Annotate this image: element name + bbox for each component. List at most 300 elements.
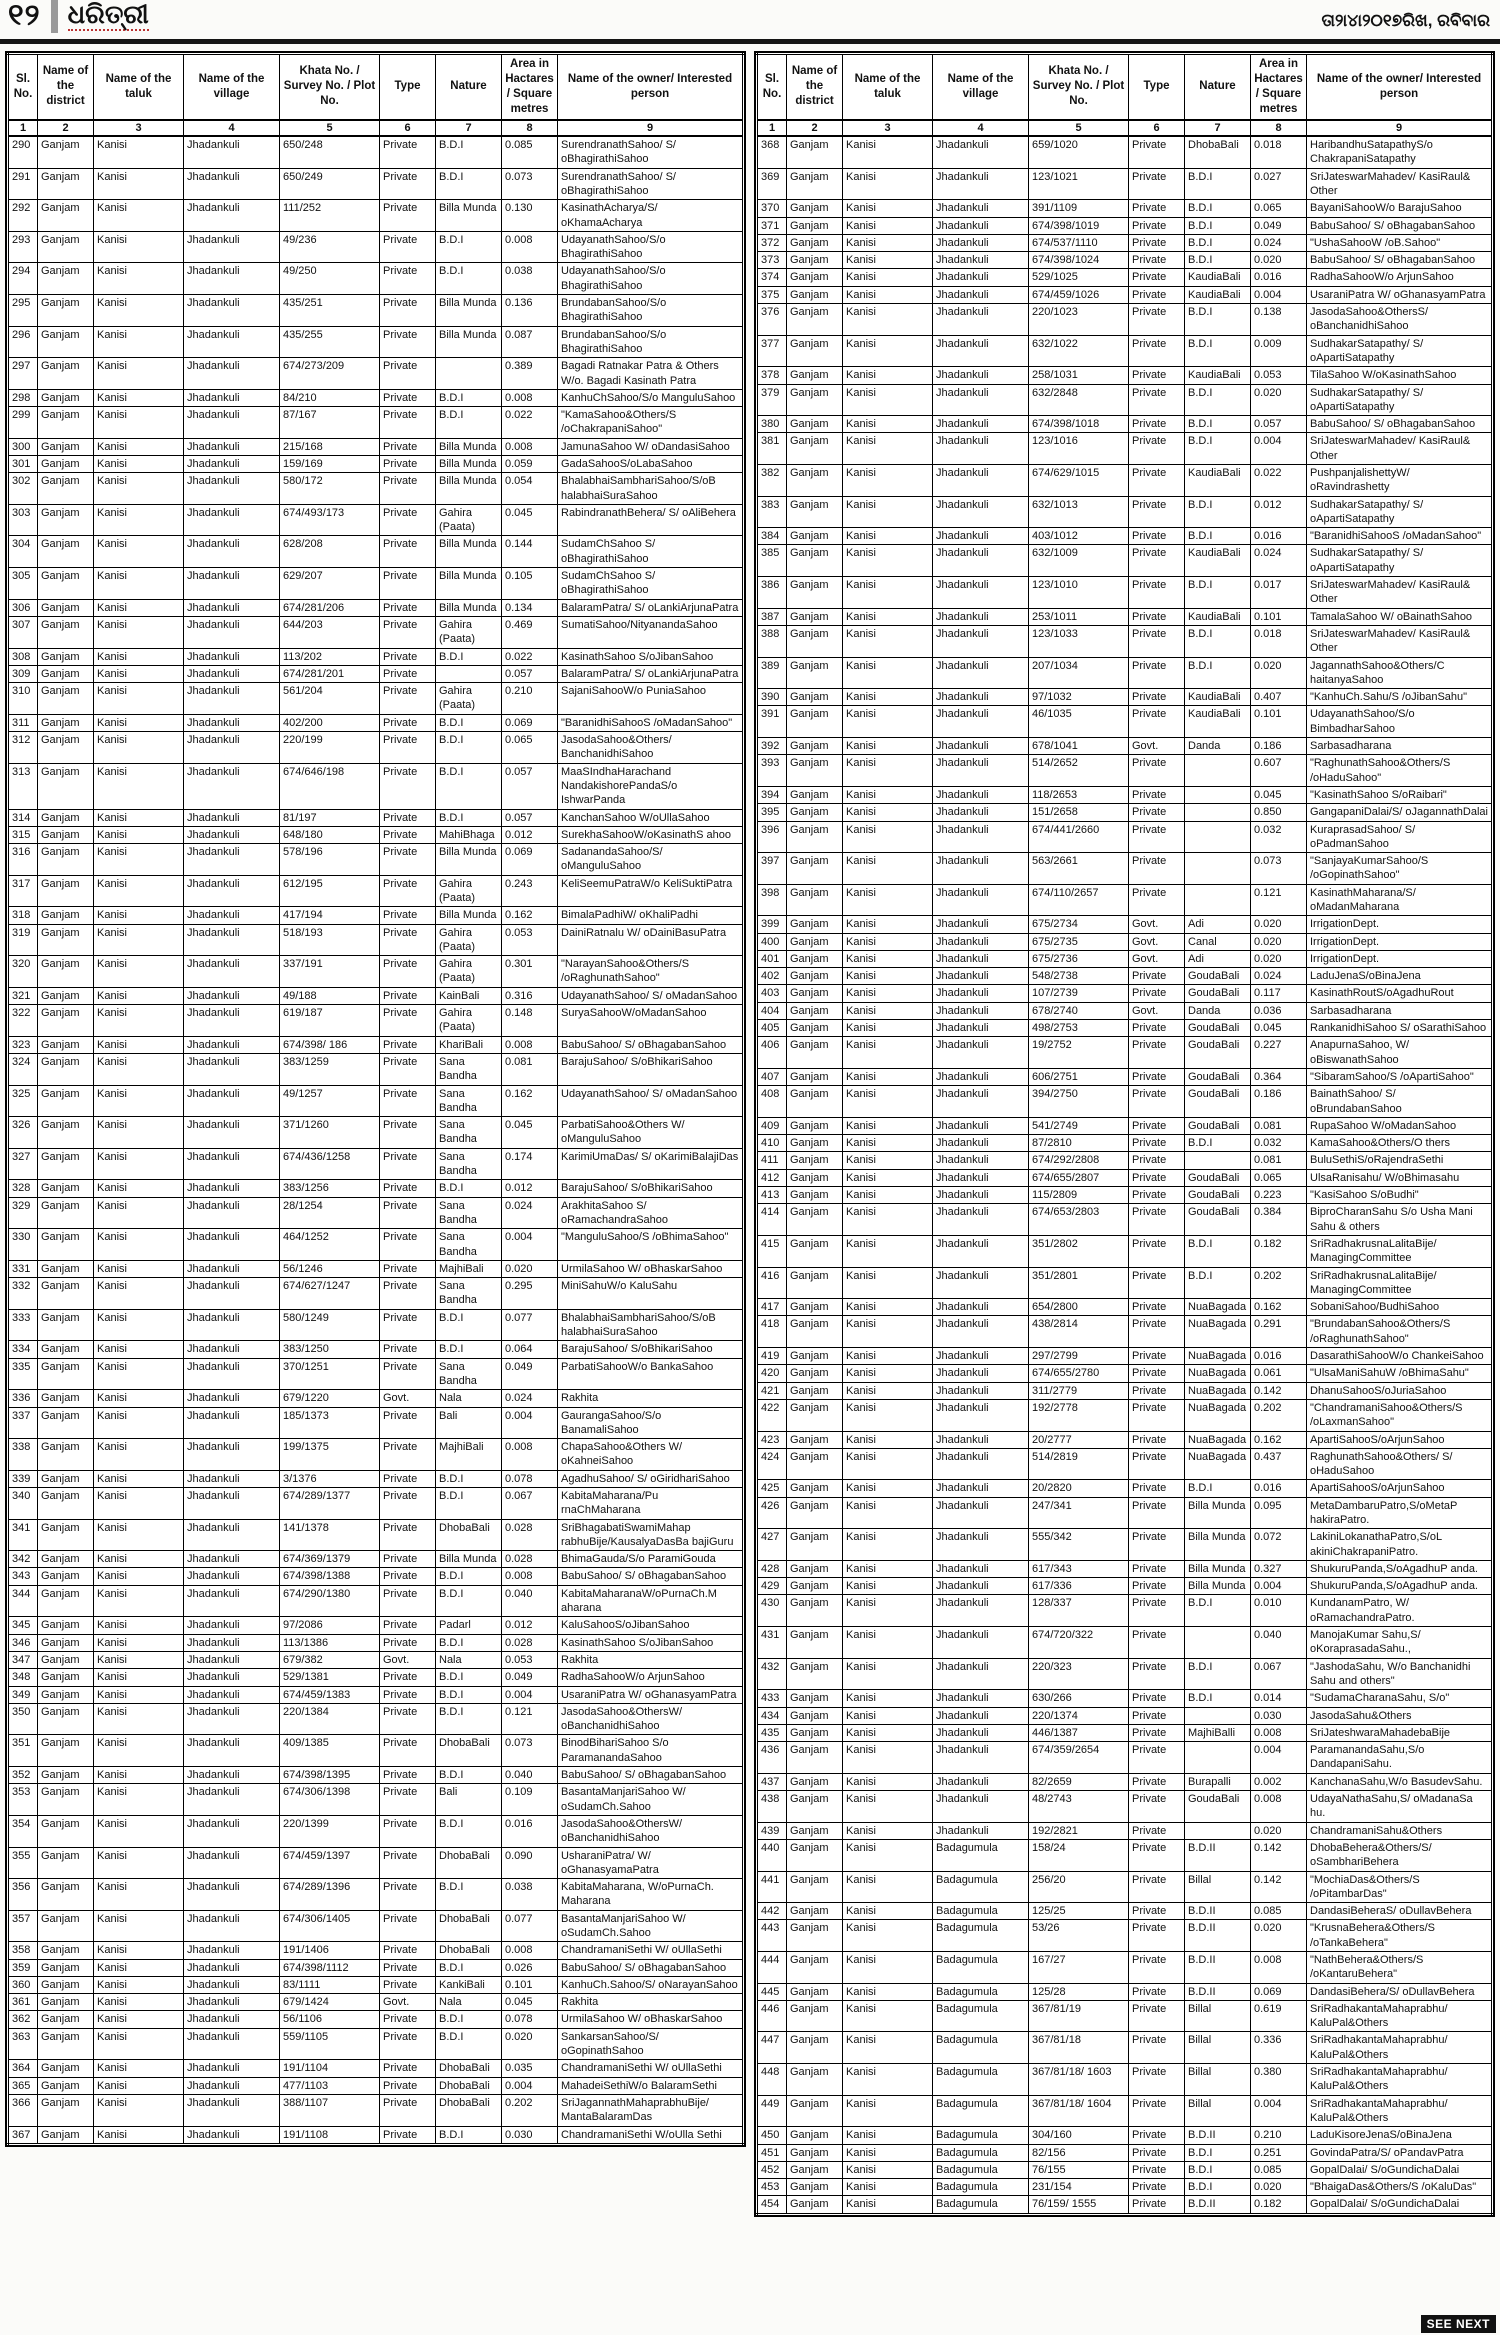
table-cell: Jhadankuli — [184, 1180, 280, 1197]
table-cell: Ganjam — [787, 968, 843, 985]
table-row — [8, 1735, 744, 1767]
table-cell: Sana Bandha — [436, 1053, 502, 1085]
table-cell: Sarbasadharana — [1307, 738, 1493, 755]
column-number: 3 — [94, 120, 184, 136]
table-cell: ChandramaniSethi W/oUlla Sethi — [558, 2126, 744, 2144]
table-row — [757, 1169, 1493, 1186]
table-cell: Kanisi — [843, 1627, 933, 1659]
table-cell: Ganjam — [787, 933, 843, 950]
table-row — [757, 1578, 1493, 1595]
table-cell: Billa Munda — [436, 536, 502, 568]
table-cell: 0.301 — [502, 956, 558, 988]
table-cell: 0.030 — [502, 2126, 558, 2144]
table-row — [8, 1390, 744, 1407]
table-cell: 674/290/1380 — [280, 1585, 380, 1617]
table-row — [757, 1839, 1493, 1871]
table-body — [8, 136, 744, 2144]
table-cell: Jhadankuli — [184, 295, 280, 327]
table-cell: Billa Munda — [436, 473, 502, 505]
table-cell: 0.008 — [502, 389, 558, 406]
table-cell: Kanisi — [843, 217, 933, 234]
table-cell: Nala — [436, 1390, 502, 1407]
table-cell: Kanisi — [843, 2161, 933, 2178]
table-cell: B.D.I — [1185, 433, 1251, 465]
table-row — [757, 2161, 1493, 2178]
table-cell: Kanisi — [94, 504, 184, 536]
table-row — [8, 1703, 744, 1735]
table-cell: 0.035 — [502, 2060, 558, 2077]
table-cell: 674/369/1379 — [280, 1551, 380, 1568]
table-cell: 0.016 — [502, 1815, 558, 1847]
table-cell: Ganjam — [38, 665, 94, 682]
table-row — [757, 608, 1493, 625]
table-cell: Private — [380, 326, 436, 358]
table-cell: 674/646/198 — [280, 763, 380, 809]
table-cell: Private — [380, 1767, 436, 1784]
table-cell: Kanisi — [94, 1117, 184, 1149]
table-cell: 427 — [757, 1529, 787, 1561]
table-row — [8, 1815, 744, 1847]
table-cell: Kanisi — [843, 304, 933, 336]
table-cell: Ganjam — [38, 1942, 94, 1959]
table-row — [757, 1086, 1493, 1118]
table-cell: Ganjam — [787, 200, 843, 217]
table-cell: Jhadankuli — [933, 1086, 1029, 1118]
table-cell: B.D.I — [1185, 577, 1251, 609]
table-cell: B.D.I — [436, 732, 502, 764]
table-cell: Ganjam — [38, 1341, 94, 1358]
table-cell: 628/208 — [280, 536, 380, 568]
table-cell: 648/180 — [280, 826, 380, 843]
table-cell: 0.017 — [1251, 577, 1307, 609]
table-row — [757, 1871, 1493, 1903]
table-cell: Ganjam — [787, 1707, 843, 1724]
table-cell: Private — [380, 1551, 436, 1568]
table-cell: GoudaBali — [1185, 1086, 1251, 1118]
table-cell: Private — [380, 1036, 436, 1053]
table-cell: 0.008 — [502, 1942, 558, 1959]
table-cell: Kanisi — [843, 2144, 933, 2161]
table-row — [757, 884, 1493, 916]
table-cell: 0.142 — [1251, 1871, 1307, 1903]
table-cell: Ganjam — [787, 433, 843, 465]
table-cell: 312 — [8, 732, 38, 764]
table-cell: Private — [1129, 1595, 1185, 1627]
table-cell: 256/20 — [1029, 1871, 1129, 1903]
table-cell: Private — [380, 358, 436, 390]
table-cell: KeliSeemuPatraW/o KeliSuktiPatra — [558, 875, 744, 907]
table-cell: Kanisi — [843, 950, 933, 967]
table-cell: 674/398/1388 — [280, 1568, 380, 1585]
table-cell: 0.078 — [502, 1470, 558, 1487]
table-cell: "BhaigaDas&Others/S /oKaluDas" — [1307, 2179, 1493, 2196]
table-cell: 0.020 — [1251, 657, 1307, 689]
table-cell: Jhadankuli — [933, 304, 1029, 336]
table-cell: 0.032 — [1251, 1135, 1307, 1152]
table-cell: 297 — [8, 358, 38, 390]
table-cell: Private — [380, 1879, 436, 1911]
table-cell: 416 — [757, 1267, 787, 1299]
table-cell: 430 — [757, 1595, 787, 1627]
table-cell: 438 — [757, 1791, 787, 1823]
column-number: 5 — [280, 120, 380, 136]
table-cell: 0.069 — [1251, 1983, 1307, 2000]
table-cell: Ganjam — [38, 536, 94, 568]
table-row — [8, 1148, 744, 1180]
table-row — [8, 826, 744, 843]
table-cell: Jhadankuli — [184, 1669, 280, 1686]
table-row — [8, 875, 744, 907]
table-cell: BabuSahoo/ S/ oBhagabanSahoo — [1307, 217, 1493, 234]
table-cell: GoudaBali — [1185, 1187, 1251, 1204]
table-cell: UsharaniPatra/ W/ oGhanasyamaPatra — [558, 1847, 744, 1879]
table-cell: Ganjam — [38, 732, 94, 764]
table-cell: Kanisi — [94, 956, 184, 988]
table-cell: Jhadankuli — [933, 985, 1029, 1002]
table-cell: IrrigationDept. — [1307, 950, 1493, 967]
table-cell: 0.101 — [1251, 706, 1307, 738]
table-cell: Ganjam — [787, 1135, 843, 1152]
table-cell: Ganjam — [38, 504, 94, 536]
table-cell: Govt. — [380, 1390, 436, 1407]
table-cell: 341 — [8, 1519, 38, 1551]
table-cell: Jhadankuli — [184, 504, 280, 536]
table-cell: TamalaSahoo W/ oBainathSahoo — [1307, 608, 1493, 625]
table-cell: 295 — [8, 295, 38, 327]
table-cell: 0.243 — [502, 875, 558, 907]
table-cell: Private — [380, 1309, 436, 1341]
table-cell: Jhadankuli — [184, 2126, 280, 2144]
table-cell: 84/210 — [280, 389, 380, 406]
table-cell: ShukuruPanda,S/oAgadhuP anda. — [1307, 1560, 1493, 1577]
table-cell: 0.109 — [502, 1784, 558, 1816]
table-cell: 308 — [8, 648, 38, 665]
table-row — [757, 786, 1493, 803]
table-cell: Ganjam — [787, 1020, 843, 1037]
table-cell: 0.028 — [502, 1551, 558, 1568]
table-cell: ManojaKumar Sahu,S/ oKoraprasadaSahu., — [1307, 1627, 1493, 1659]
table-cell: Private — [380, 2094, 436, 2126]
table-cell: Private — [380, 1847, 436, 1879]
table-row — [8, 2011, 744, 2028]
table-cell: 332 — [8, 1278, 38, 1310]
table-cell: 372 — [757, 234, 787, 251]
table-cell: 374 — [757, 269, 787, 286]
table-cell: Ganjam — [38, 616, 94, 648]
table-cell: Sana Bandha — [436, 1229, 502, 1261]
table-cell: Ganjam — [787, 1152, 843, 1169]
table-cell: TilaSahoo W/oKasinathSahoo — [1307, 367, 1493, 384]
column-header: Name of the taluk — [94, 54, 184, 120]
table-cell: B.D.II — [1185, 2127, 1251, 2144]
table-cell: 413 — [757, 1187, 787, 1204]
table-row — [757, 738, 1493, 755]
table-cell: GovindaPatra/S/ oPandavPatra — [1307, 2144, 1493, 2161]
table-cell: DandasiBeheraS/ oDullavBehera — [1307, 1903, 1493, 1920]
table-cell: Adi — [1185, 950, 1251, 967]
table-cell: 81/197 — [280, 809, 380, 826]
table-cell: GoudaBali — [1185, 1791, 1251, 1823]
table-cell: Jhadankuli — [184, 956, 280, 988]
table-cell: Jhadankuli — [184, 2060, 280, 2077]
table-cell: ParbatiSahoo&Others W/ oManguluSahoo — [558, 1117, 744, 1149]
table-cell: Kanisi — [94, 1358, 184, 1390]
table-cell: 0.384 — [1251, 1204, 1307, 1236]
table-cell: Ganjam — [38, 1910, 94, 1942]
table-cell: 443 — [757, 1920, 787, 1952]
table-cell: 383/1256 — [280, 1180, 380, 1197]
table-cell: 46/1035 — [1029, 706, 1129, 738]
table-cell: "KasiSahoo S/oBudhi" — [1307, 1187, 1493, 1204]
table-cell: Kanisi — [843, 1983, 933, 2000]
table-cell: "KanhuCh.Sahu/S /oJibanSahu" — [1307, 689, 1493, 706]
table-cell: Ganjam — [787, 1002, 843, 1019]
table-cell: Private — [380, 295, 436, 327]
table-cell: NuaBagada — [1185, 1399, 1251, 1431]
table-row — [757, 1448, 1493, 1480]
table-cell: Ganjam — [38, 1390, 94, 1407]
table-cell: 529/1025 — [1029, 269, 1129, 286]
table-cell — [1185, 1152, 1251, 1169]
table-row — [757, 1791, 1493, 1823]
table-cell: 0.210 — [1251, 2127, 1307, 2144]
table-row — [757, 1187, 1493, 1204]
table-cell: Jhadankuli — [933, 1235, 1029, 1267]
table-cell: Jhadankuli — [933, 545, 1029, 577]
table-row — [8, 714, 744, 731]
table-row — [8, 924, 744, 956]
table-cell: Kanisi — [94, 1703, 184, 1735]
table-row — [757, 234, 1493, 251]
table-cell: Jhadankuli — [184, 1686, 280, 1703]
table-cell: Ganjam — [787, 1903, 843, 1920]
table-cell: Kanisi — [94, 616, 184, 648]
table-row — [8, 1617, 744, 1634]
table-cell: Jhadankuli — [933, 657, 1029, 689]
table-cell: Ganjam — [787, 1791, 843, 1823]
table-cell: 56/1246 — [280, 1260, 380, 1277]
column-header: Name of the district — [787, 54, 843, 120]
table-cell: Private — [380, 1959, 436, 1976]
table-cell: B.D.I — [436, 1703, 502, 1735]
table-cell: Private — [380, 2028, 436, 2060]
table-cell: 317 — [8, 875, 38, 907]
table-cell: Ganjam — [38, 809, 94, 826]
table-cell: 323 — [8, 1036, 38, 1053]
table-cell: 347 — [8, 1651, 38, 1668]
table-cell: 0.142 — [1251, 1839, 1307, 1871]
table-cell: Jhadankuli — [933, 1068, 1029, 1085]
table-cell: Ganjam — [38, 473, 94, 505]
table-cell: Ganjam — [787, 1235, 843, 1267]
table-cell: 674/273/209 — [280, 358, 380, 390]
table-cell: B.D.I — [1185, 1135, 1251, 1152]
table-cell: SudhakarSatapathy/ S/ oApartiSatapathy — [1307, 545, 1493, 577]
table-cell: UdayaNathaSahu,S/ oMadanaSa hu. — [1307, 1791, 1493, 1823]
page-number: ୧୨ — [8, 0, 41, 32]
table-cell: 452 — [757, 2161, 787, 2178]
table-cell: "NathBehera&Others/S /oKantaruBehera" — [1307, 1952, 1493, 1984]
table-cell: 0.032 — [1251, 821, 1307, 853]
table-cell: 0.073 — [502, 168, 558, 200]
table-cell: Ganjam — [38, 1085, 94, 1117]
table-cell: BabuSahoo/ S/ oBhagabanSahoo — [558, 1036, 744, 1053]
table-cell: Jhadankuli — [933, 1690, 1029, 1707]
table-cell: Kanisi — [94, 1551, 184, 1568]
table-cell: Jhadankuli — [184, 200, 280, 232]
table-cell: 337/191 — [280, 956, 380, 988]
table-row — [757, 2196, 1493, 2214]
table-cell: NuaBagada — [1185, 1348, 1251, 1365]
table-cell: 432 — [757, 1658, 787, 1690]
table-cell: Private — [380, 665, 436, 682]
table-cell: Jhadankuli — [184, 599, 280, 616]
table-cell: KainBali — [436, 987, 502, 1004]
table-cell: KaudiaBali — [1185, 689, 1251, 706]
table-cell: Private — [380, 1519, 436, 1551]
table-cell: JagannathSahoo&Others/C haitanyaSahoo — [1307, 657, 1493, 689]
table-cell — [1185, 804, 1251, 821]
table-cell: 0.008 — [1251, 1724, 1307, 1741]
table-cell: 434 — [757, 1707, 787, 1724]
table-cell: Jhadankuli — [184, 1197, 280, 1229]
table-row — [757, 1037, 1493, 1069]
table-cell: Kanisi — [843, 1560, 933, 1577]
table-cell: 453 — [757, 2179, 787, 2196]
table-cell: Private — [380, 599, 436, 616]
table-cell: Ganjam — [787, 786, 843, 803]
table-row — [757, 200, 1493, 217]
table-cell: 0.619 — [1251, 2000, 1307, 2032]
table-cell: DhobaBali — [436, 2094, 502, 2126]
table-cell: 354 — [8, 1815, 38, 1847]
table-row — [8, 1407, 744, 1439]
table-row — [757, 252, 1493, 269]
table-cell: 0.008 — [502, 231, 558, 263]
table-cell: Billa Munda — [436, 326, 502, 358]
table-cell: 0.020 — [1251, 1822, 1307, 1839]
table-row — [757, 1822, 1493, 1839]
table-row — [8, 438, 744, 455]
table-row — [757, 335, 1493, 367]
table-cell: 0.073 — [502, 1735, 558, 1767]
table-cell: Private — [1129, 2095, 1185, 2127]
table-cell: Jhadankuli — [184, 987, 280, 1004]
table-cell: 0.030 — [1251, 1707, 1307, 1724]
table-cell: Private — [1129, 545, 1185, 577]
table-cell: 0.065 — [1251, 200, 1307, 217]
table-cell: Badagumula — [933, 1839, 1029, 1871]
table-cell: Ganjam — [787, 384, 843, 416]
table-cell: Private — [380, 714, 436, 731]
column-number: 6 — [380, 120, 436, 136]
table-cell: Ganjam — [38, 1634, 94, 1651]
table-cell: Private — [380, 1703, 436, 1735]
table-cell: 115/2809 — [1029, 1187, 1129, 1204]
table-cell: SudhakarSatapathy/ S/ oApartiSatapathy — [1307, 335, 1493, 367]
table-cell: Ganjam — [38, 2077, 94, 2094]
table-cell: Jhadankuli — [184, 1341, 280, 1358]
table-cell: 0.012 — [1251, 496, 1307, 528]
table-row — [757, 1068, 1493, 1085]
table-cell: 674/398/1112 — [280, 1959, 380, 1976]
table-cell: Private — [1129, 657, 1185, 689]
table-cell: Ganjam — [787, 1742, 843, 1774]
table-cell: 674/436/1258 — [280, 1148, 380, 1180]
table-cell: BhalabhaiSambhariSahoo/S/oB halabhaiSuraSahoo — [558, 1309, 744, 1341]
table-cell: Kanisi — [94, 536, 184, 568]
table-row — [8, 326, 744, 358]
table-cell: 363 — [8, 2028, 38, 2060]
table-row — [8, 1487, 744, 1519]
table-cell: 0.186 — [1251, 738, 1307, 755]
table-cell: Ganjam — [38, 826, 94, 843]
table-cell: SriBhagabatiSwamiMahap rabhuBije/KausalyaDasBa bajiGuru — [558, 1519, 744, 1551]
table-cell: 367/81/18 — [1029, 2032, 1129, 2064]
column-number: 7 — [436, 120, 502, 136]
table-cell: Ganjam — [38, 1470, 94, 1487]
table-cell: Kanisi — [94, 1260, 184, 1277]
table-cell: Gahira (Paata) — [436, 924, 502, 956]
table-cell: Kanisi — [94, 1229, 184, 1261]
table-cell: 0.004 — [1251, 1742, 1307, 1774]
table-cell: 387 — [757, 608, 787, 625]
table-cell: 207/1034 — [1029, 657, 1129, 689]
table-cell: Jhadankuli — [184, 2094, 280, 2126]
table-cell: Jhadankuli — [184, 438, 280, 455]
table-cell: 125/25 — [1029, 1903, 1129, 1920]
table-cell: SumatiSahoo/NityanandaSahoo — [558, 616, 744, 648]
table-cell: Govt. — [1129, 738, 1185, 755]
table-row — [8, 1686, 744, 1703]
table-cell: Ganjam — [38, 2094, 94, 2126]
table-cell: 247/341 — [1029, 1497, 1129, 1529]
table-row — [757, 933, 1493, 950]
table-row — [8, 1005, 744, 1037]
table-cell: PushpanjalishettyW/ oRavindrashetty — [1307, 464, 1493, 496]
table-cell: 28/1254 — [280, 1197, 380, 1229]
table-cell: Private — [380, 568, 436, 600]
table-cell: Ganjam — [787, 1480, 843, 1497]
table-cell: B.D.II — [1185, 1983, 1251, 2000]
table-cell: B.D.I — [1185, 625, 1251, 657]
table-cell: SankarsanSahoo/S/ oGopinathSahoo — [558, 2028, 744, 2060]
table-cell: B.D.I — [1185, 2144, 1251, 2161]
table-cell: 0.004 — [502, 2077, 558, 2094]
table-cell: B.D.I — [436, 1767, 502, 1784]
table-cell: 0.040 — [502, 1585, 558, 1617]
table-cell: Kanisi — [843, 234, 933, 251]
table-cell: Kanisi — [843, 1742, 933, 1774]
table-cell: 674/398/1018 — [1029, 416, 1129, 433]
table-cell: B.D.I — [1185, 1595, 1251, 1627]
table-cell: 388 — [757, 625, 787, 657]
column-number: 1 — [757, 120, 787, 136]
table-cell: Jhadankuli — [933, 200, 1029, 217]
table-cell: 383 — [757, 496, 787, 528]
table-cell: Private — [1129, 2127, 1185, 2144]
table-row — [8, 1085, 744, 1117]
table-cell: SriRadhakrusnaLalitaBije/ ManagingCommittee — [1307, 1267, 1493, 1299]
table-cell: Gahira (Paata) — [436, 956, 502, 988]
table-cell: 125/28 — [1029, 1983, 1129, 2000]
table-cell: Kanisi — [843, 2127, 933, 2144]
table-row — [8, 1470, 744, 1487]
table-cell: Ganjam — [787, 1952, 843, 1984]
table-cell: Kanisi — [843, 1658, 933, 1690]
table-cell: 301 — [8, 455, 38, 472]
table-cell: Kanisi — [94, 231, 184, 263]
